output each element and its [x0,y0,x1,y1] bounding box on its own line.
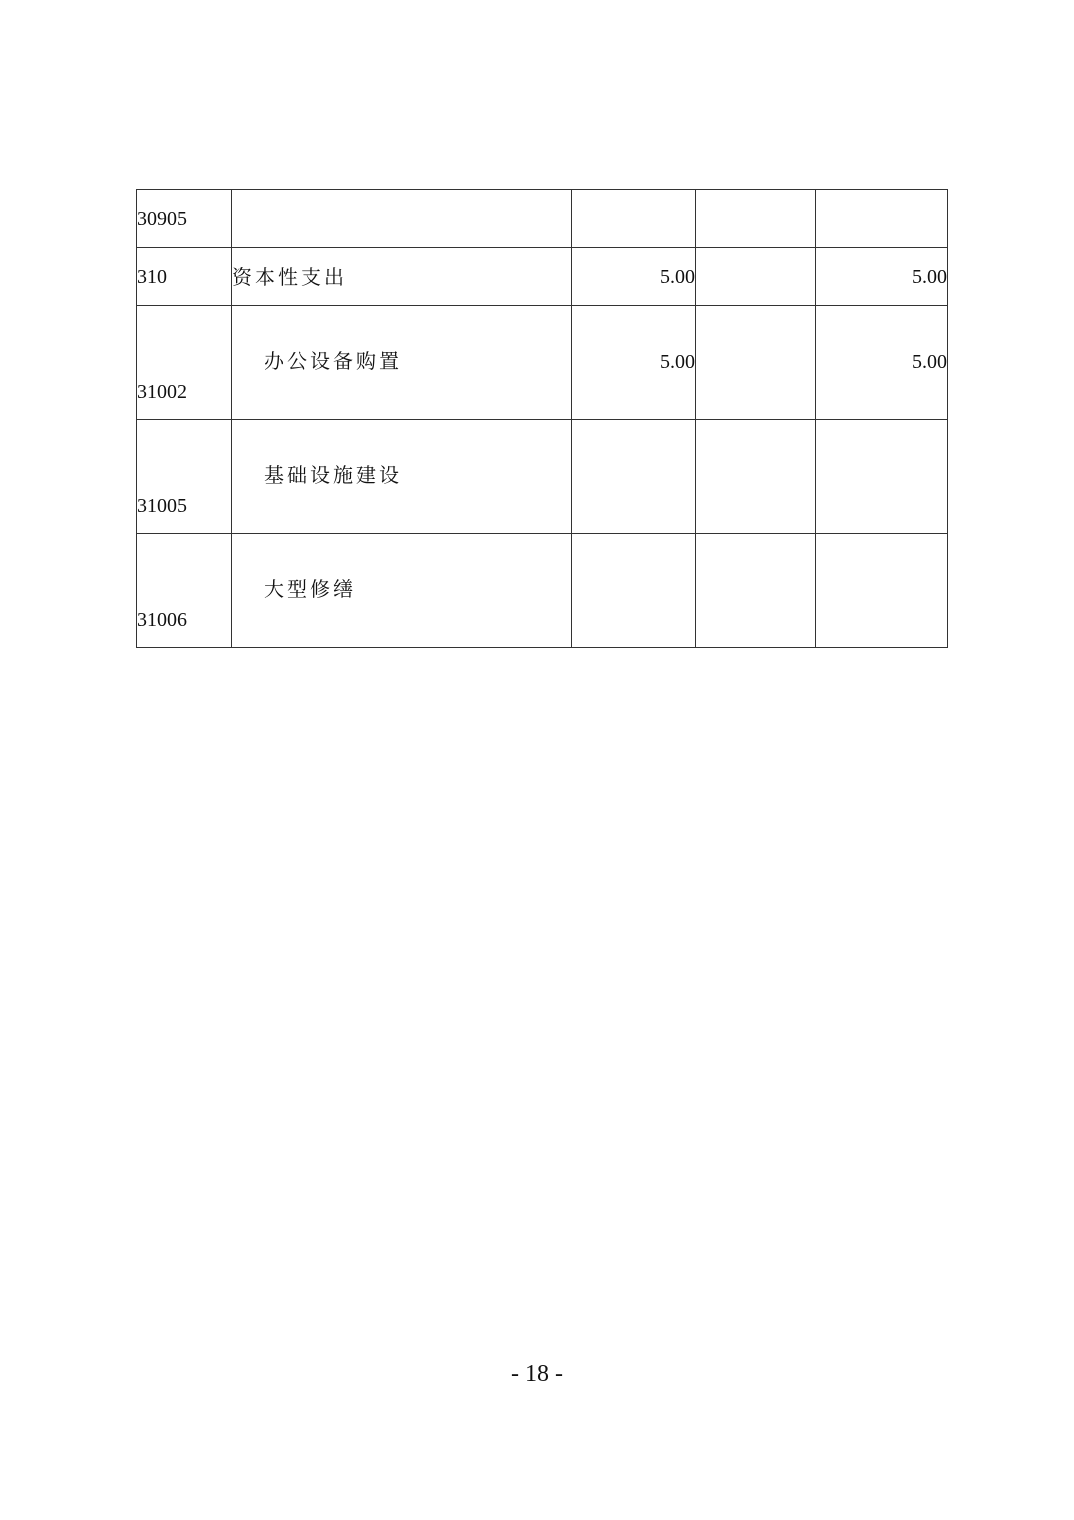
amount-project [816,190,948,248]
table-row [137,248,948,306]
amount-basic [696,534,816,648]
account-name: 资本性支出 [232,248,572,306]
amount-total: 5.00 [572,306,696,420]
amount-basic [696,190,816,248]
account-code: 30905 [137,190,232,248]
budget-table [136,189,948,648]
account-name: 大型修缮 [232,534,572,648]
account-code: 310 [137,248,232,306]
amount-project: 5.00 [816,248,948,306]
table-row [137,420,948,534]
amount-total [572,190,696,248]
account-name: 基础设施建设 [232,420,572,534]
account-code: 31006 [137,534,232,648]
amount-total [572,534,696,648]
amount-total: 5.00 [572,248,696,306]
amount-project [816,534,948,648]
table-row [137,190,948,248]
table-row [137,306,948,420]
amount-total [572,420,696,534]
account-code: 31002 [137,306,232,420]
page-number: - 18 - [511,1361,563,1387]
amount-basic [696,306,816,420]
table-row [137,534,948,648]
account-name [232,190,572,248]
amount-project [816,420,948,534]
account-code: 31005 [137,420,232,534]
amount-basic [696,420,816,534]
amount-project: 5.00 [816,306,948,420]
amount-basic [696,248,816,306]
account-name: 办公设备购置 [232,306,572,420]
